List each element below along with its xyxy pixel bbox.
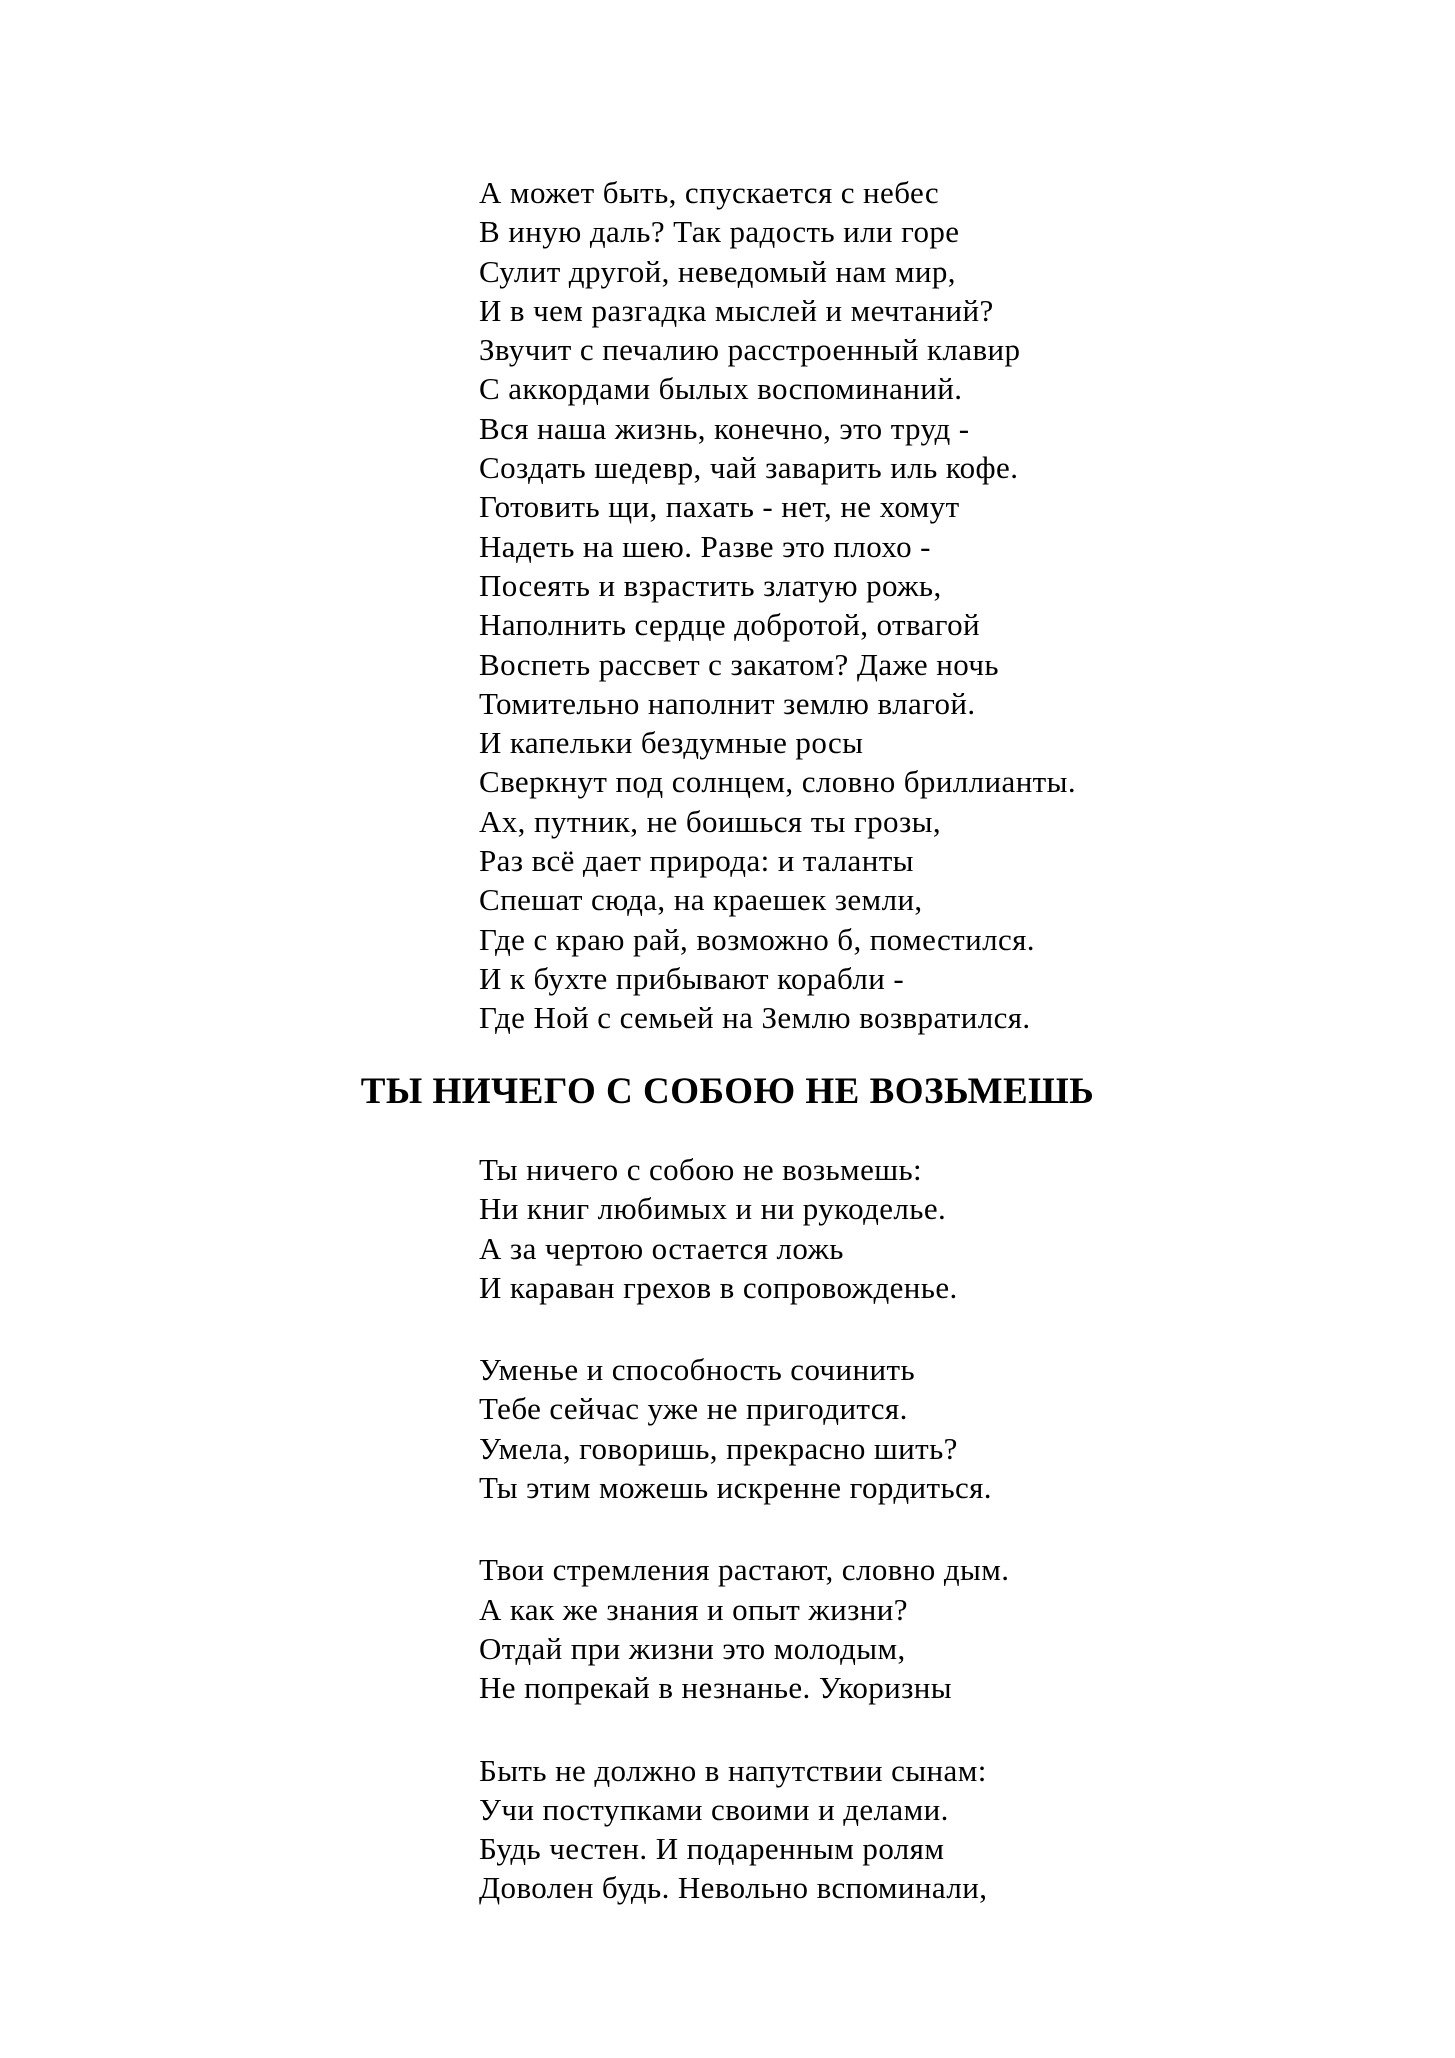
poem-line: Раз всё дает природа: и таланты: [479, 843, 914, 879]
poem-line: Ты ничего с собою не возьмешь:: [479, 1152, 923, 1187]
poem-line: А за чертою остается ложь: [479, 1230, 844, 1266]
poem-line: Сулит другой, неведомый нам мир,: [479, 253, 956, 289]
poem-line: Твои стремления растают, словно дым.: [479, 1552, 1010, 1588]
stanza: [479, 1150, 1009, 1307]
poem-line: И капельки бездумные росы: [479, 725, 864, 761]
poem-line: Тебе сейчас уже не пригодится.: [479, 1391, 908, 1427]
poem-line: А как же знания и опыт жизни?: [479, 1591, 908, 1627]
poem-line: Ты этим можешь искренне гордиться.: [479, 1470, 992, 1506]
poem-bottom: [479, 1150, 1009, 1908]
poem-line: И в чем разгадка мыслей и мечтаний?: [479, 292, 994, 328]
poem-line: Отдай при жизни это молодым,: [479, 1630, 906, 1666]
poem-line: Наполнить сердце добротой, отвагой: [479, 607, 980, 643]
poem-line: С аккордами былых воспоминаний.: [479, 371, 963, 407]
poem-line: Быть не должно в напутствии сынам:: [479, 1752, 987, 1788]
poem-line: Учи поступками своими и делами.: [479, 1791, 949, 1827]
poem-line: Томительно наполнит землю влагой.: [479, 685, 976, 721]
poem-line: Где с краю рай, возможно б, поместился.: [479, 921, 1035, 957]
poem-top: [479, 173, 1076, 1038]
poem-line: Будь честен. И подаренным ролям: [479, 1831, 945, 1867]
stanza: [479, 1350, 1009, 1507]
poem-line: Звучит с печалию расстроенный клавир: [479, 332, 1021, 368]
poem-line: Надеть на шею. Разве это плохо -: [479, 528, 931, 564]
poem-line: А может быть, спускается с небес: [479, 175, 940, 210]
poem-line: Не попрекай в незнанье. Укоризны: [479, 1670, 952, 1706]
poem-line: Где Ной с семьей на Землю возвратился.: [479, 1000, 1031, 1036]
poem-line: Вся наша жизнь, конечно, это труд -: [479, 410, 970, 446]
stanza: [479, 1751, 1009, 1908]
poem-line: И к бухте прибывают корабли -: [479, 960, 905, 996]
poem-line: Ни книг любимых и ни рукоделье.: [479, 1191, 947, 1227]
poem-line: Посеять и взрастить златую рожь,: [479, 567, 942, 603]
poem-line: Умела, говоришь, прекрасно шить?: [479, 1430, 958, 1466]
stanza: [479, 1550, 1009, 1707]
poem-line: Спешат сюда, на краешек земли,: [479, 882, 923, 918]
poem-line: Сверкнут под солнцем, словно бриллианты.: [479, 764, 1077, 800]
poem-line: И караван грехов в сопровожденье.: [479, 1269, 958, 1305]
poem-line: Уменье и способность сочинить: [479, 1352, 915, 1388]
poem-line: В иную даль? Так радость или горе: [479, 214, 960, 250]
poem-line: Доволен будь. Невольно вспоминали,: [479, 1870, 988, 1906]
poem-title-heading: ТЫ НИЧЕГО С СОБОЮ НЕ ВОЗЬМЕШЬ: [360, 1071, 1095, 1112]
poem-line: Создать шедевр, чай заварить иль кофе.: [479, 450, 1019, 486]
poem-line: Воспеть рассвет с закатом? Даже ночь: [479, 646, 999, 682]
poem-line: Готовить щи, пахать - нет, не хомут: [479, 489, 960, 525]
poem-line: Ах, путник, не боишься ты грозы,: [479, 803, 941, 839]
